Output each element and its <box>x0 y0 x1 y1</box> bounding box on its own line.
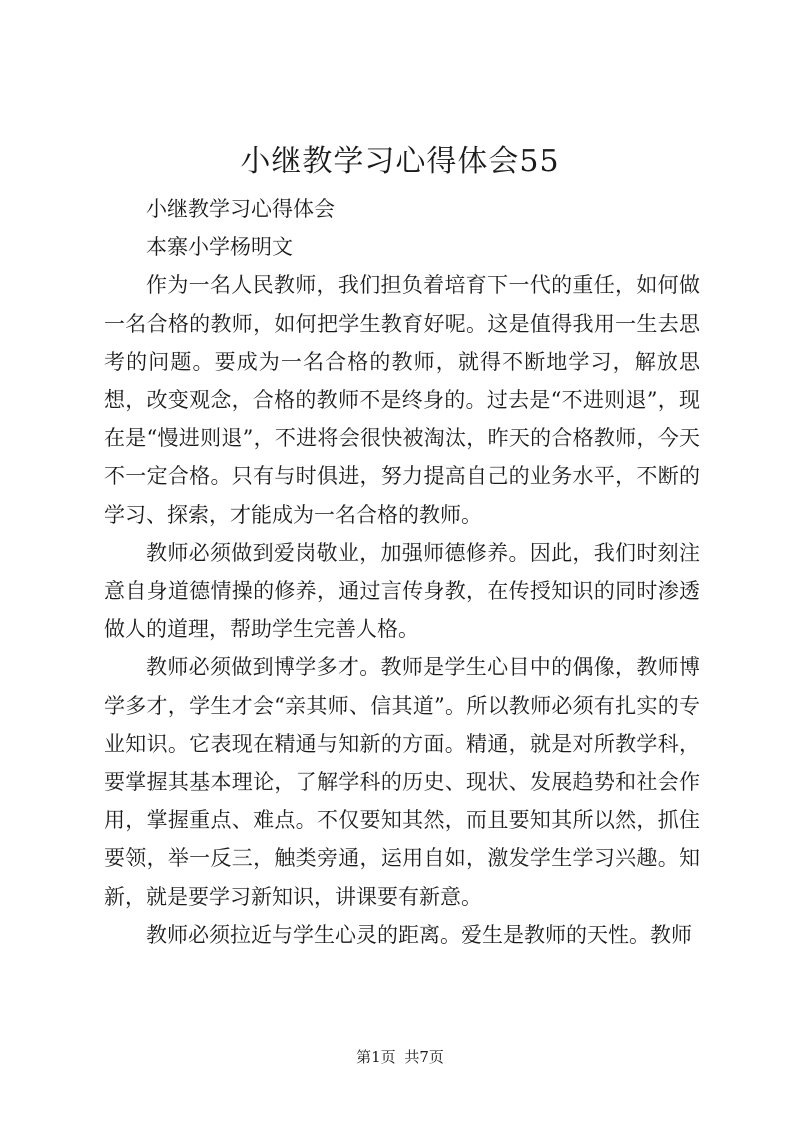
document-body <box>104 190 700 954</box>
paragraph: 教师必须拉近与学生心灵的距离。爱生是教师的天性。教师 <box>146 922 692 947</box>
page-number: 第1页 <box>356 1048 396 1066</box>
page-footer <box>0 1047 800 1067</box>
subtitle: 小继教学习心得体会 <box>146 197 335 221</box>
paragraph: 作为一名人民教师，我们担负着培育下一代的重任，如何做一名合格的教师，如何把学生教育好呢。这是值得我用一生去思考的问题。要成为一名合格的教师，就得不断地学习，解放思想，改变观念，合格的教师不是终身的。过去是“不进则退”，现在是“慢进则退”，不进将会很快被淘汰，昨天的合格教师，今天不一定合格。只有与时俱进，努力提高自己的业务水平，不断的学习、探索，才能成为一名合格的教师。 <box>104 273 700 527</box>
author-line: 本寨小学杨明文 <box>146 235 293 260</box>
paragraph: 教师必须做到爱岗敬业，加强师德修养。因此，我们时刻注意自身道德情操的修养，通过言传身教，在传授知识的同时渗透做人的道理，帮助学生完善人格。 <box>104 540 700 642</box>
page-total: 共7页 <box>404 1048 444 1066</box>
document-title: 小继教学习心得体会55 <box>240 144 560 179</box>
paragraph: 教师必须做到博学多才。教师是学生心目中的偶像，教师博学多才，学生才会“亲其师、信其道”。所以教师必须有扎实的专业知识。它表现在精通与知新的方面。精通，就是对所教学科，要掌握其基本理论，了解学科的历史、现状、发展趋势和社会作用，掌握重点、难点。不仅要知其然，而且要知其所以然，抓住要领，举一反三，触类旁通，运用自如，激发学生学习兴趣。知新，就是要学习新知识，讲课要有新意。 <box>104 655 700 909</box>
